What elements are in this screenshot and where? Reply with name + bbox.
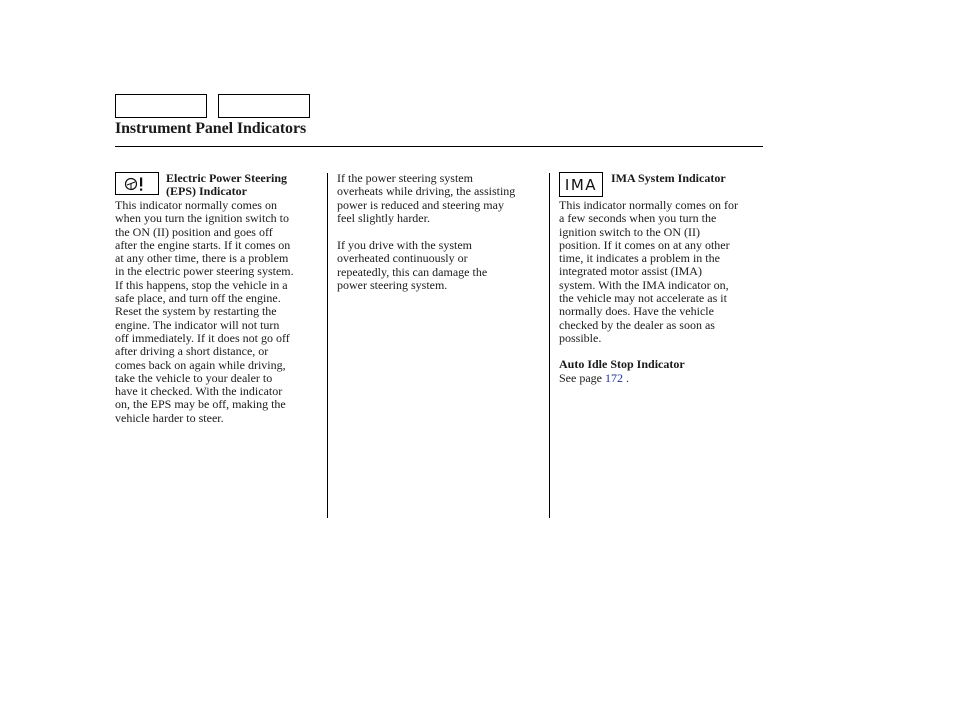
overheat-paragraph-1: If the power steering system overheats while driving, the assisting power is reduced and steering may feel slightly harder. bbox=[337, 171, 516, 225]
column-divider bbox=[327, 173, 328, 518]
auto-idle-see-page bbox=[559, 372, 629, 385]
ima-indicator-icon-box bbox=[559, 172, 603, 197]
eps-warning-icon bbox=[122, 175, 152, 193]
ima-body: This indicator normally comes on for a few seconds when you turn the ignition switch to the ON (II) position. If it comes on at any other time, it indicates a problem in the integrated motor assist (IMA) system. With the IMA indicator on, the vehicle may not accelerate as it normally does. Have the vehicle checked by the dealer as soon as possible. bbox=[559, 198, 738, 345]
eps-heading: Electric Power Steering (EPS) Indicator bbox=[166, 171, 288, 199]
index-button[interactable] bbox=[218, 94, 310, 118]
eps-indicator-icon-box bbox=[115, 172, 159, 195]
auto-idle-heading: Auto Idle Stop Indicator bbox=[559, 357, 685, 371]
ima-heading: IMA System Indicator bbox=[611, 171, 726, 185]
main-menu-button[interactable] bbox=[115, 94, 207, 118]
page-172-link[interactable]: 172 bbox=[604, 371, 623, 385]
see-page-label: See page bbox=[559, 371, 602, 385]
ima-icon: IMA bbox=[564, 175, 598, 194]
page-title: Instrument Panel Indicators bbox=[115, 120, 307, 137]
column-divider bbox=[549, 173, 550, 518]
see-page-trailing: . bbox=[622, 371, 629, 385]
title-divider bbox=[115, 146, 763, 147]
eps-body: This indicator normally comes on when you turn the ignition switch to the ON (II) position and goes off after the engine starts. If it comes on at any other time, there is a problem in the electric power steering system. If this happens, stop the vehicle in a safe place, and turn off the engine. Reset the system by restarting the engine. The indicator will not turn off immediately. If it does not go off after driving a short distance, or comes back on again while driving, take the vehicle to your dealer to have it checked. With the indicator on, the EPS may be off, making the vehicle harder to steer. bbox=[115, 198, 294, 425]
overheat-paragraph-2: If you drive with the system overheated continuously or repeatedly, this can damage the power steering system. bbox=[337, 238, 488, 292]
